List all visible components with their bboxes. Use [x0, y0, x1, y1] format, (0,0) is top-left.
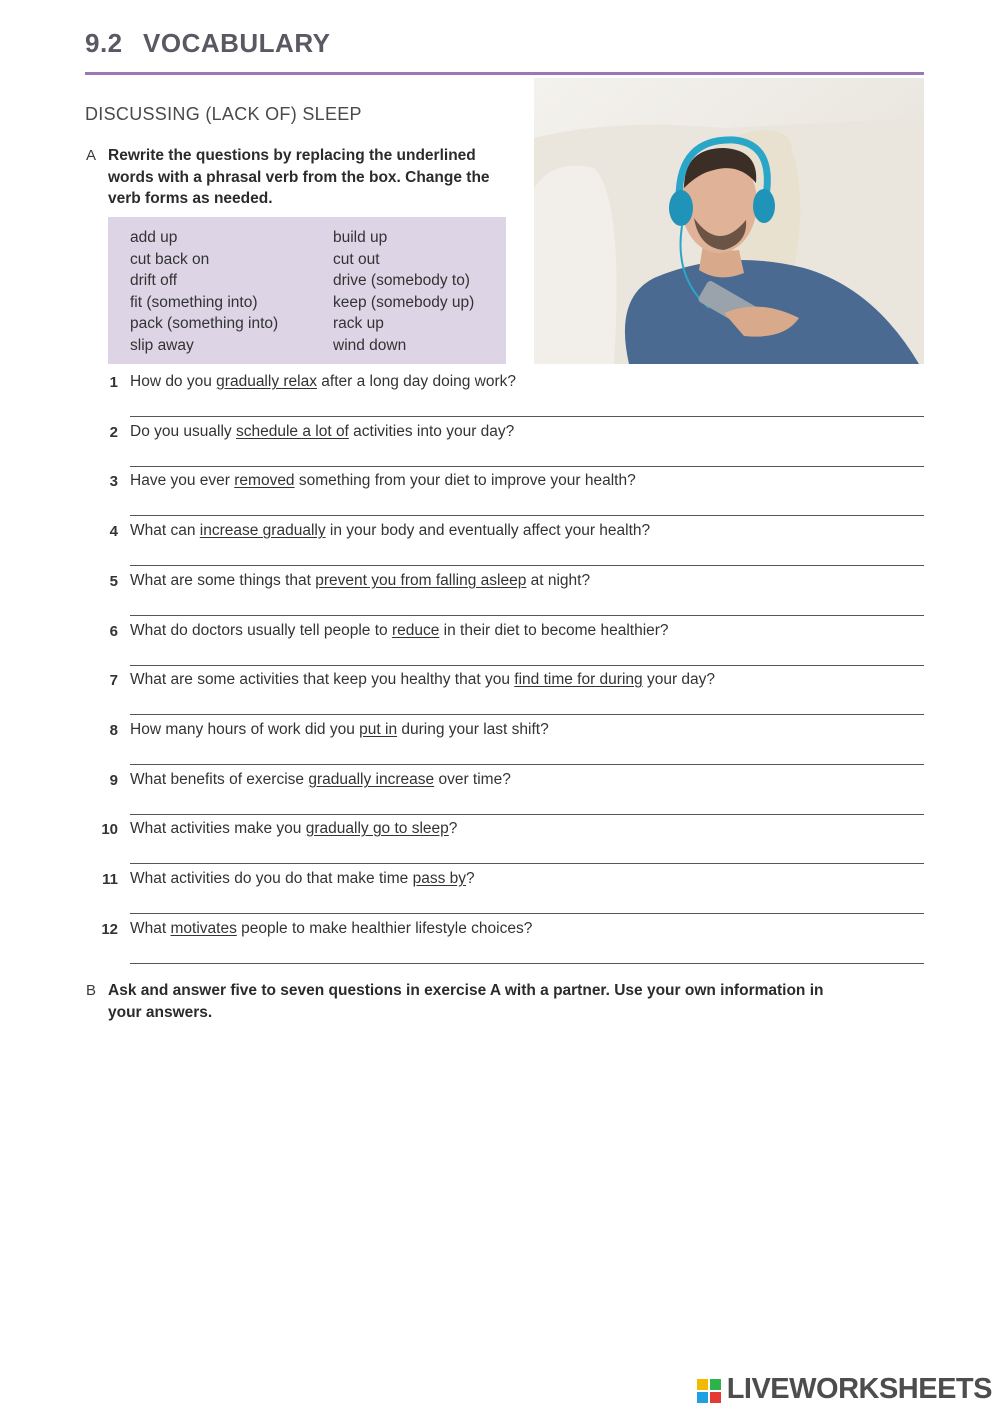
underlined-phrase: gradually relax [216, 373, 317, 390]
question-text-part: ? [466, 870, 475, 887]
question-text-part: What [130, 920, 171, 937]
box-column-left [130, 227, 278, 356]
liveworksheets-logo-icon [697, 1379, 721, 1403]
underlined-phrase: gradually increase [308, 771, 435, 788]
instruction-line: Ask and answer five to seven questions in exercise A with a partner. Use your own information in [108, 982, 824, 999]
question-text-part: people to make healthier lifestyle choices? [236, 920, 533, 937]
box-item: cut out [333, 250, 380, 268]
question-number: 12 [101, 921, 118, 938]
question-text [130, 920, 532, 938]
question-text-part: What do doctors usually tell people to [130, 622, 392, 639]
question-text [130, 622, 669, 640]
question-number: 2 [109, 424, 118, 441]
answer-line[interactable] [130, 814, 924, 815]
exercise-a-letter: A [86, 147, 97, 164]
box-item: drift off [130, 272, 178, 289]
box-item: slip away [130, 336, 194, 354]
question-text-part: over time? [434, 771, 511, 788]
question-text [130, 771, 511, 789]
question-text-part: activities into your day? [348, 423, 515, 440]
underlined-phrase: schedule a lot of [235, 423, 349, 440]
box-item: pack (something into) [130, 315, 279, 332]
question-text-part: Have you ever [130, 472, 235, 489]
question-text-part: What activities do you do that make time [130, 870, 413, 887]
question-text [130, 472, 636, 490]
question-text-part: What are some things that [130, 572, 316, 589]
question-text [130, 671, 715, 689]
underlined-phrase: increase gradually [199, 522, 326, 539]
answer-line[interactable] [130, 565, 924, 566]
exercise-b-letter: B [86, 982, 97, 999]
question-text-part: something from your diet to improve your health? [294, 472, 636, 489]
question-text [130, 572, 590, 590]
unit-title: VOCABULARY [143, 28, 331, 58]
question-text [130, 522, 650, 540]
question-text-part: your day? [642, 671, 716, 688]
underlined-phrase: prevent you from falling asleep [315, 572, 527, 589]
question-text-part: Do you usually [130, 423, 236, 440]
phrasal-verb-box [108, 217, 506, 364]
box-item: wind down [333, 336, 407, 354]
box-column-right [333, 227, 474, 356]
question-number: 6 [109, 623, 118, 640]
question-text-part: How many hours of work did you [130, 721, 360, 738]
question-text-part: after a long day doing work? [316, 373, 517, 390]
underlined-phrase: put in [359, 721, 398, 738]
underlined-phrase: removed [234, 472, 295, 489]
question-text-part: during your last shift? [397, 721, 549, 738]
underlined-phrase: reduce [391, 622, 440, 639]
question-text-part: in your body and eventually affect your health? [325, 522, 651, 539]
exercise-a-instruction [108, 145, 490, 210]
instruction-line: your answers. [108, 1003, 213, 1021]
question-number: 5 [109, 573, 118, 590]
brand-name[interactable]: LIVEWORKSHEETS [726, 1373, 992, 1405]
answer-line[interactable] [130, 863, 924, 864]
instruction-line: words with a phrasal verb from the box. Change the [108, 168, 490, 186]
box-item: keep (somebody up) [333, 293, 475, 311]
box-item: add up [130, 229, 178, 246]
question-text-part: What benefits of exercise [130, 771, 309, 788]
answer-line[interactable] [130, 515, 924, 516]
question-text-part: at night? [526, 572, 591, 589]
answer-line[interactable] [130, 665, 924, 666]
answer-line[interactable] [130, 615, 924, 616]
question-text-part: ? [448, 820, 458, 837]
question-number: 9 [109, 772, 118, 789]
answer-line[interactable] [130, 466, 924, 467]
instruction-line: Rewrite the questions by replacing the underlined [108, 147, 476, 164]
question-text-part: How do you [130, 373, 217, 390]
section-title: DISCUSSING (LACK OF) SLEEP [85, 104, 362, 124]
question-number: 3 [109, 473, 118, 490]
question-number: 4 [109, 523, 118, 540]
man-sleeping-with-headphones-photo [534, 78, 924, 364]
unit-number: 9.2 [85, 28, 123, 58]
underlined-phrase: find time for during [514, 671, 643, 688]
question-number: 11 [102, 871, 118, 888]
question-text [130, 721, 549, 739]
question-number: 7 [109, 672, 118, 689]
box-item: rack up [333, 315, 384, 332]
answer-line[interactable] [130, 963, 924, 964]
question-text [130, 423, 514, 441]
question-number: 8 [109, 722, 118, 739]
question-text-part: What are some activities that keep you healthy that you [130, 671, 515, 688]
box-item: drive (somebody to) [333, 272, 470, 289]
answer-line[interactable] [130, 416, 924, 417]
box-item: build up [333, 229, 388, 246]
underlined-phrase: pass by [412, 870, 466, 887]
instruction-line: verb forms as needed. [108, 190, 273, 207]
box-item: cut back on [130, 250, 210, 268]
question-text [130, 373, 516, 391]
question-text-part: in their diet to become healthier? [439, 622, 669, 639]
answer-line[interactable] [130, 764, 924, 765]
question-text [130, 820, 457, 838]
title-rule [85, 72, 924, 75]
underlined-phrase: gradually go to sleep [305, 820, 449, 837]
underlined-phrase: motivates [170, 920, 237, 937]
answer-line[interactable] [130, 913, 924, 914]
question-text [130, 870, 475, 888]
question-text-part: What can [130, 522, 200, 539]
exercise-b-instruction [108, 980, 823, 1023]
question-number: 1 [109, 374, 118, 391]
answer-line[interactable] [130, 714, 924, 715]
box-item: fit (something into) [130, 293, 258, 311]
question-text-part: What activities make you [130, 820, 306, 837]
question-number: 10 [101, 821, 118, 838]
